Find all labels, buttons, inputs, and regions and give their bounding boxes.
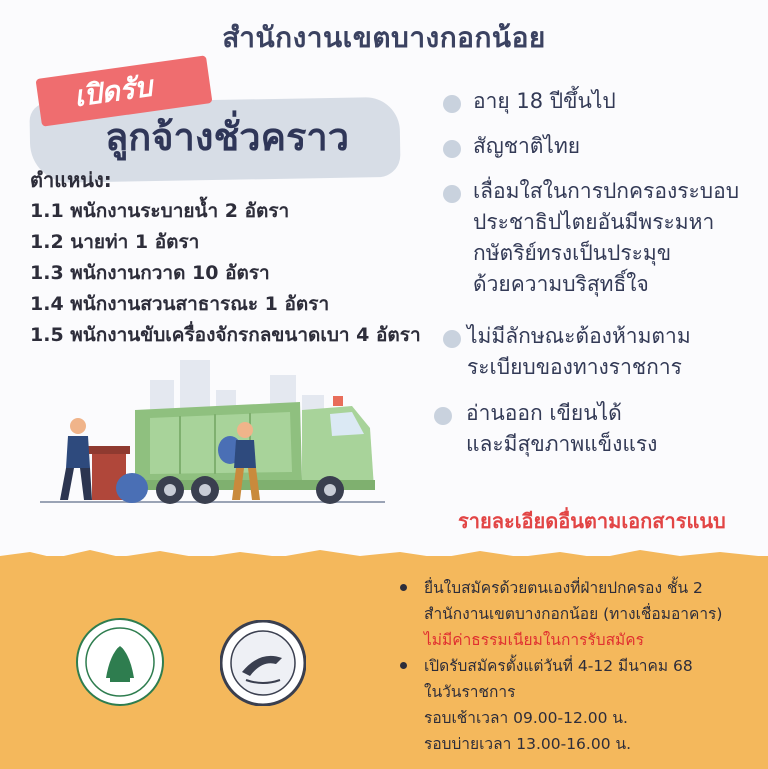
position-item: 1.5 พนักงานขับเครื่องจักรกลขนาดเบา 4 อัตรา: [30, 324, 421, 346]
apply-time-afternoon: รอบบ่ายเวลา 13.00-16.00 น.: [424, 735, 632, 753]
requirement-nationality: [473, 131, 580, 162]
detail-note: รายละเอียดอื่นตามเอกสารแนบ: [458, 509, 726, 533]
free-fee-note: ไม่มีค่าธรรมเนียมในการรับสมัคร: [424, 631, 644, 649]
bma-seal-icon: [76, 618, 164, 706]
requirement-text: อายุ 18 ปีขึ้นไป: [473, 89, 616, 113]
bangkok-noi-district-seal-icon: [220, 620, 306, 706]
position-item: 1.3 พนักงานกวาด 10 อัตรา: [30, 262, 270, 284]
requirement-text: อ่านออก เขียนได้: [466, 401, 622, 425]
position-item: 1.1 พนักงานระบายน้ำ 2 อัตรา: [30, 200, 290, 222]
garbage-truck-illustration: [40, 350, 390, 510]
requirement-literacy: [466, 398, 657, 460]
bullet-dot-icon: [443, 330, 461, 348]
apply-location-line: ยื่นใบสมัครด้วยตนเองที่ฝ่ายปกครอง ชั้น 2: [424, 579, 703, 597]
requirement-text: ระเบียบของทางราชการ: [467, 355, 682, 379]
bullet-icon: [400, 584, 407, 591]
positions-list: [30, 196, 421, 351]
page-title: สำนักงานเขตบางกอกน้อย: [222, 21, 546, 54]
requirement-text: ด้วยความบริสุทธิ์ใจ: [473, 272, 649, 296]
requirement-text: เลื่อมใสในการปกครองระบอบ: [473, 179, 740, 203]
requirement-text: และมีสุขภาพแข็งแรง: [466, 432, 658, 456]
bullet-dot-icon: [443, 95, 461, 113]
requirement-no-prohibition: [467, 321, 691, 383]
bullet-dot-icon: [443, 185, 461, 203]
apply-time-morning: รอบเช้าเวลา 09.00-12.00 น.: [424, 709, 628, 727]
positions-title: ตำแหน่ง:: [30, 168, 112, 192]
position-item: 1.2 นายท่า 1 อัตรา: [30, 231, 200, 253]
bullet-dot-icon: [443, 140, 461, 158]
position-item: 1.4 พนักงานสวนสาธารณะ 1 อัตรา: [30, 293, 330, 315]
bullet-icon: [400, 662, 407, 669]
apply-date-line: ในวันราชการ: [424, 683, 516, 701]
application-info: [400, 575, 760, 757]
bullet-dot-icon: [434, 407, 452, 425]
requirement-text: กษัตริย์ทรงเป็นประมุข: [473, 241, 672, 265]
requirement-text: ไม่มีลักษณะต้องห้ามตาม: [467, 324, 691, 348]
requirement-age: [473, 86, 616, 117]
apply-location-line: สำนักงานเขตบางกอกน้อย (ทางเชื่อมอาคาร): [424, 605, 723, 623]
requirement-text: ประชาธิปไตยอันมีพระมหา: [473, 210, 715, 234]
open-label: เปิดรับ: [72, 69, 155, 114]
headline: ลูกจ้างชั่วคราว: [105, 115, 350, 159]
apply-date-line: เปิดรับสมัครตั้งแต่วันที่ 4-12 มีนาคม 68: [424, 657, 693, 675]
requirement-text: สัญชาติไทย: [473, 134, 581, 158]
requirement-loyalty: [473, 176, 739, 300]
